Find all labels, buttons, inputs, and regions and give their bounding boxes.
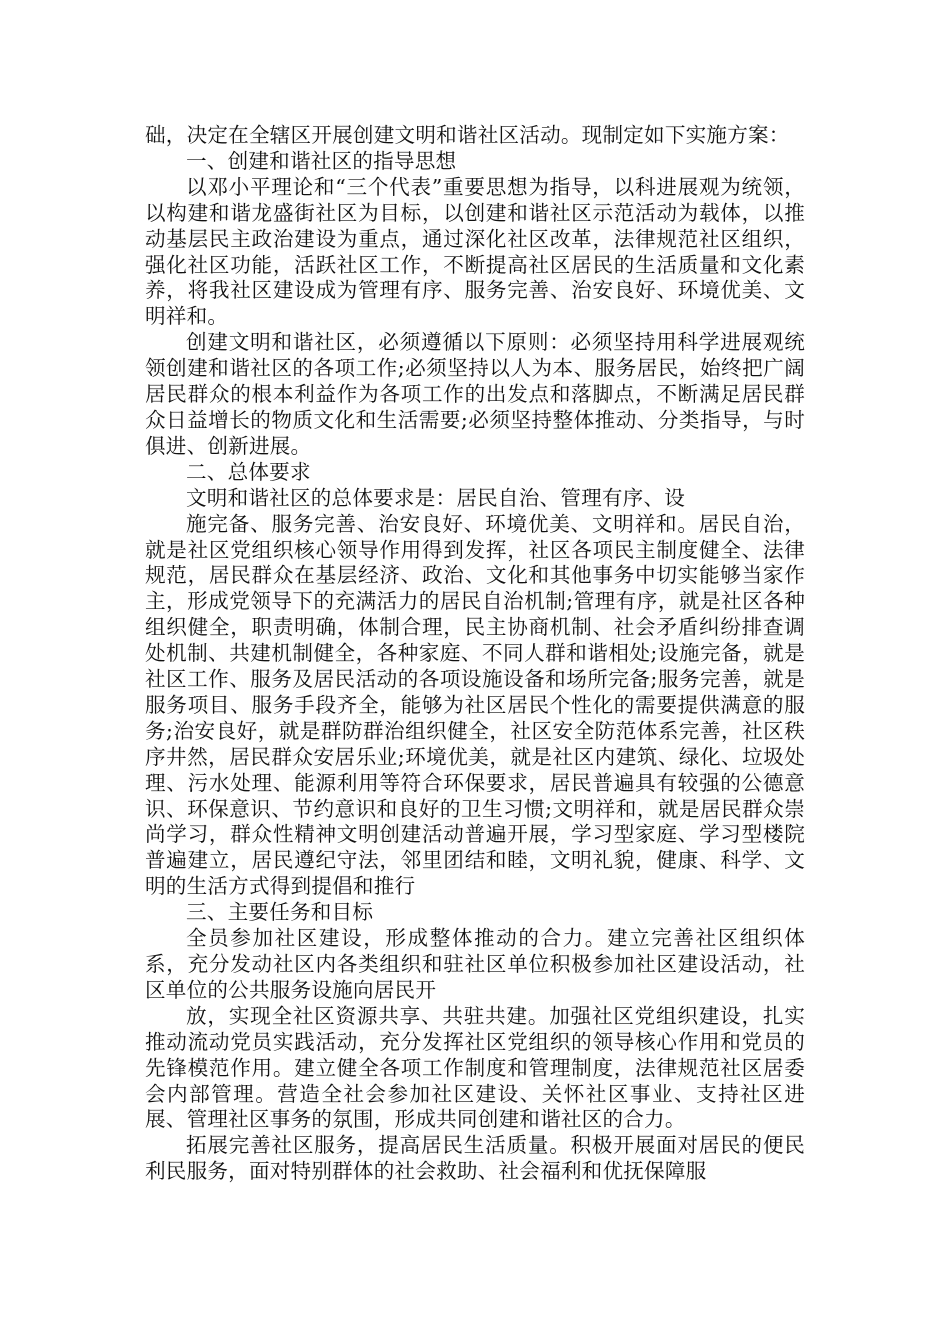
- body-paragraph: 以邓小平理论和“三个代表”重要思想为指导，以科进展观为统领，以构建和谐龙盛街社区为目标，以创建和谐社区示范活动为载体，以推动基层民主政治建设为重点，通过深化社区改革，法律规范社区组织，强化社区功能，活跃社区工作，不断提高社区居民的生活质量和文化素养，将我社区建设成为管理有序、服务完善、治安良好、环境优美、文明祥和。: [145, 174, 805, 329]
- body-paragraph: 拓展完善社区服务，提高居民生活质量。积极开展面对居民的便民利民服务，面对特别群体的社会救助、社会福利和优抚保障服: [145, 1133, 805, 1184]
- body-paragraph: 础，决定在全辖区开展创建文明和谐社区活动。现制定如下实施方案：: [145, 123, 790, 147]
- body-paragraph: 创建文明和谐社区，必须遵循以下原则：必须坚持用科学进展观统领创建和谐社区的各项工作;必须坚持以人为本、服务居民，始终把广阔居民群众的根本利益作为各项工作的出发点和落脚点，不断满足居民群众日益增长的物质文化和生活需要;必须坚持整体推动、分类指导，与时俱进、创新进展。: [145, 330, 805, 458]
- body-paragraph: 全员参加社区建设，形成整体推动的合力。建立完善社区组织体系，充分发动社区内各类组织和驻社区单位积极参加社区建设活动，社区单位的公共服务设施向居民开: [145, 926, 805, 1002]
- body-paragraph: 施完备、服务完善、治安良好、环境优美、文明祥和。居民自治，就是社区党组织核心领导作用得到发挥，社区各项民主制度健全、法律规范，居民群众在基层经济、政治、文化和其他事务中切实能够当家作主，形成党领导下的充满活力的居民自治机制;管理有序，就是社区各种组织健全，职责明确，体制合理，民主协商机制、社会矛盾纠纷排查调处机制、共建机制健全，各种家庭、不同人群和谐相处;设施完备，就是社区工作、服务及居民活动的各项设施设备和场所完备;服务完善，就是服务项目、服务手段齐全，能够为社区居民个性化的需要提供满意的服务;治安良好，就是群防群治组织健全，社区安全防范体系完善，社区秩序井然，居民群众安居乐业;环境优美，就是社区内建筑、绿化、垃圾处理、污水处理、能源利用等符合环保要求，居民普遍具有较强的公德意识、环保意识、节约意识和良好的卫生习惯;文明祥和，就是居民群众崇尚学习，群众性精神文明创建活动普遍开展，学习型家庭、学习型楼院普遍建立，居民遵纪守法，邻里团结和睦，文明礼貌，健康、科学、文明的生活方式得到提倡和推行: [145, 511, 805, 899]
- section-heading: 一、创建和谐社区的指导思想: [186, 148, 457, 173]
- section-heading: 二、总体要求: [186, 459, 311, 484]
- document-page: [145, 123, 805, 1185]
- section-heading: 三、主要任务和目标: [186, 900, 374, 925]
- body-paragraph: 文明和谐社区的总体要求是：居民自治、管理有序、设: [186, 485, 686, 510]
- body-paragraph: 放，实现全社区资源共享、共驻共建。加强社区党组织建设，扎实推动流动党员实践活动，充分发挥社区党组织的领导核心作用和党员的先锋模范作用。建立健全各项工作制度和管理制度，法律规范社区居委会内部管理。营造全社会参加社区建设、关怀社区事业、支持社区进展、管理社区事务的氛围，形成共同创建和谐社区的合力。: [145, 1003, 805, 1132]
